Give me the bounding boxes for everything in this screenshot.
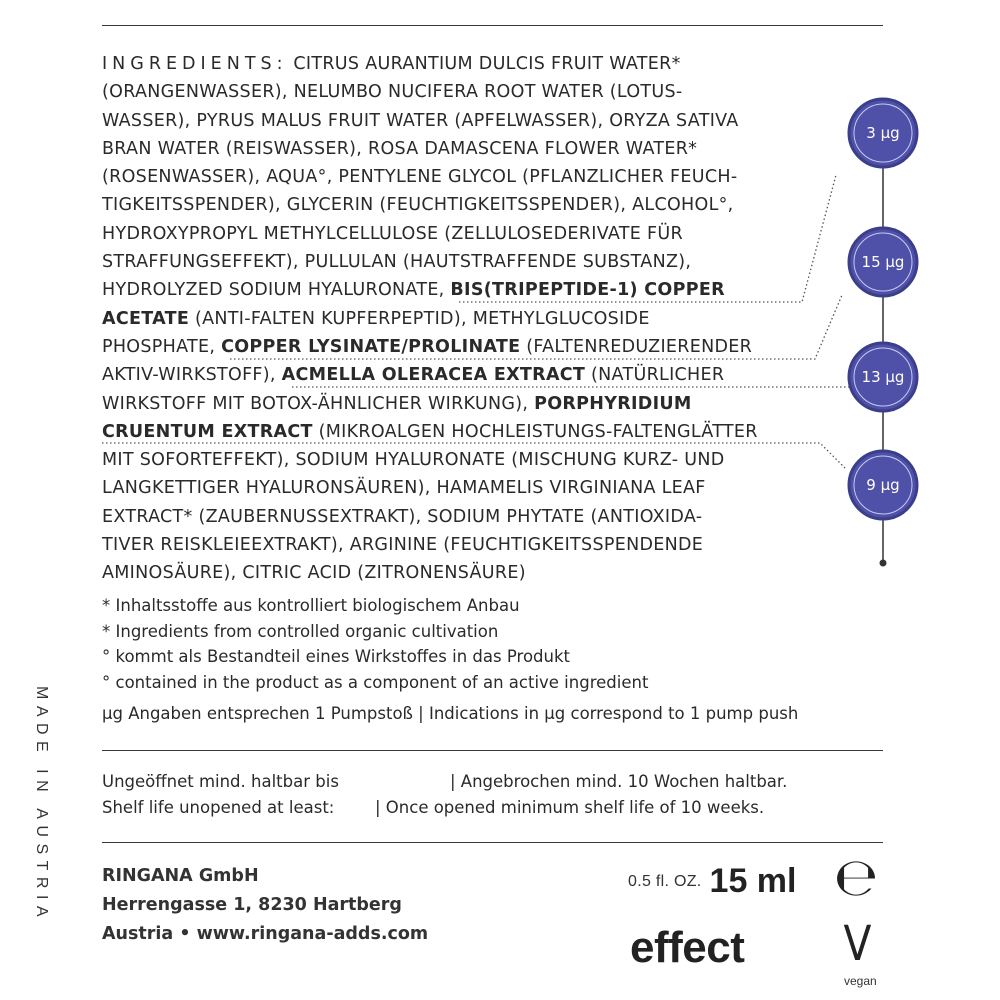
company-info [102,862,428,949]
volume-info [628,862,797,901]
ingredients-text: LANGKETTIGER HYALURONSÄUREN), HAMAMELIS VIRGINIANA LEAF [102,478,706,499]
vegan-label: vegan [844,974,877,988]
dose-label: 3 µg [866,124,900,142]
ingredients-text: CITRUS AURANTIUM DULCIS FRUIT WATER* [287,54,681,74]
shelf-unopened-de: Ungeöffnet mind. haltbar bis [102,772,339,791]
shelf-opened-de: | Angebrochen mind. 10 Wochen haltbar. [450,772,788,791]
ingredients-text: (ORANGENWASSER), NELUMBO NUCIFERA ROOT WATER (LOTUS- [102,82,683,103]
estimated-sign-icon: ℮ [834,848,879,908]
dose-badge [849,99,917,167]
ingredients-text: TIVER REISKLEIEEXTRAKT), ARGININE (FEUCHTIGKEITSSPENDENDE [102,535,704,556]
volume-ml: 15 ml [709,862,797,900]
active-ingredient: CRUENTUM EXTRACT [102,421,313,442]
company-address: Herrengasse 1, 8230 Hartberg [102,895,402,915]
ingredients-text: PHOSPHATE, [102,336,222,357]
bottom-divider [102,842,883,843]
active-ingredient: PORPHYRIDIUM [534,393,692,414]
volume-floz: 0.5 fl. OZ. [628,873,702,890]
active-ingredient: ACMELLA OLERACEA EXTRACT [281,365,586,386]
middle-divider [102,750,883,751]
company-country-web: Austria • www.ringana-adds.com [102,924,429,944]
dose-badge [849,451,917,519]
dose-timeline-end-dot [880,560,887,567]
ingredients-text: HYDROXYPROPYL METHYLCELLULOSE (ZELLULOSEDERIVATE FÜR [102,223,683,244]
ingredients-text: (NATÜRLICHER [585,365,725,386]
pump-note: µg Angaben entsprechen 1 Pumpstoß | Indications in µg correspond to 1 pump push [102,704,799,723]
dose-label: 15 µg [861,253,905,271]
active-ingredient: BIS(TRIPEPTIDE-1) COPPER [450,280,725,301]
dose-label: 13 µg [861,368,905,386]
ingredients-text: BRAN WATER (REISWASSER), ROSA DAMASCENA FLOWER WATER* [102,138,698,159]
ingredients-text: AMINOSÄURE), CITRIC ACID (ZITRONENSÄURE) [102,563,526,584]
footnotes [102,593,648,696]
ingredients-label: INGREDIENTS: [102,54,288,74]
ingredients-text: WIRKSTOFF MIT BOTOX-ÄHNLICHER WIRKUNG), [102,393,535,414]
shelf-opened-en: | Once opened minimum shelf life of 10 weeks. [375,798,765,817]
dose-connector-4 [102,443,845,471]
ingredients-text: TIGKEITSSPENDER), GLYCERIN (FEUCHTIGKEITSSPENDER), ALCOHOL°, [102,195,734,216]
brand-logo: effect [630,923,745,972]
ingredients-text: MIT SOFORTEFFEKT), SODIUM HYALURONATE (MISCHUNG KURZ- UND [102,450,725,471]
made-in-label: MADE IN AUSTRIA [33,686,50,924]
ingredients-text: (ROSENWASSER), AQUA°, PENTYLENE GLYCOL (PFLANZLICHER FEUCH- [102,167,738,188]
company-name: RINGANA GmbH [102,866,259,886]
dose-badge [849,343,917,411]
active-ingredient: ACETATE [102,308,190,329]
ingredients-text: EXTRACT* (ZAUBERNUSSEXTRAKT), SODIUM PHYTATE (ANTIOXIDA- [102,506,703,527]
dose-label: 9 µg [866,476,900,494]
ingredients-text: (FALTENREDUZIERENDER [520,336,753,357]
ingredients-text: (MIKROALGEN HOCHLEISTUNGS-FALTENGLÄTTER [312,421,758,442]
ingredients-text: (ANTI-FALTEN KUPFERPEPTID), METHYLGLUCOSIDE [189,308,650,329]
dose-badge [849,228,917,296]
ingredients-text: AKTIV-WIRKSTOFF), [102,365,282,386]
footnote-organic-en: * Ingredients from controlled organic cultivation [102,621,499,641]
footnote-component-de: ° kommt als Bestandteil eines Wirkstoffes in das Produkt [102,647,570,667]
ingredients-text: STRAFFUNGSEFFEKT), PULLULAN (HAUTSTRAFFENDE SUBSTANZ), [102,252,692,273]
shelf-unopened-en: Shelf life unopened at least: [102,798,335,817]
dose-connector-2 [230,295,842,359]
dose-connector-1 [459,175,836,302]
ingredients-text: WASSER), PYRUS MALUS FRUIT WATER (APFELWASSER), ORYZA SATIVA [102,110,739,131]
vegan-mark-icon: V [843,916,872,972]
footnote-organic-de: * Inhaltsstoffe aus kontrolliert biologischem Anbau [102,596,520,615]
footnote-component-en: ° contained in the product as a component of an active ingredient [102,673,649,693]
ingredients-text: HYDROLYZED SODIUM HYALURONATE, [102,280,451,301]
active-ingredient: COPPER LYSINATE/PROLINATE [221,336,521,357]
